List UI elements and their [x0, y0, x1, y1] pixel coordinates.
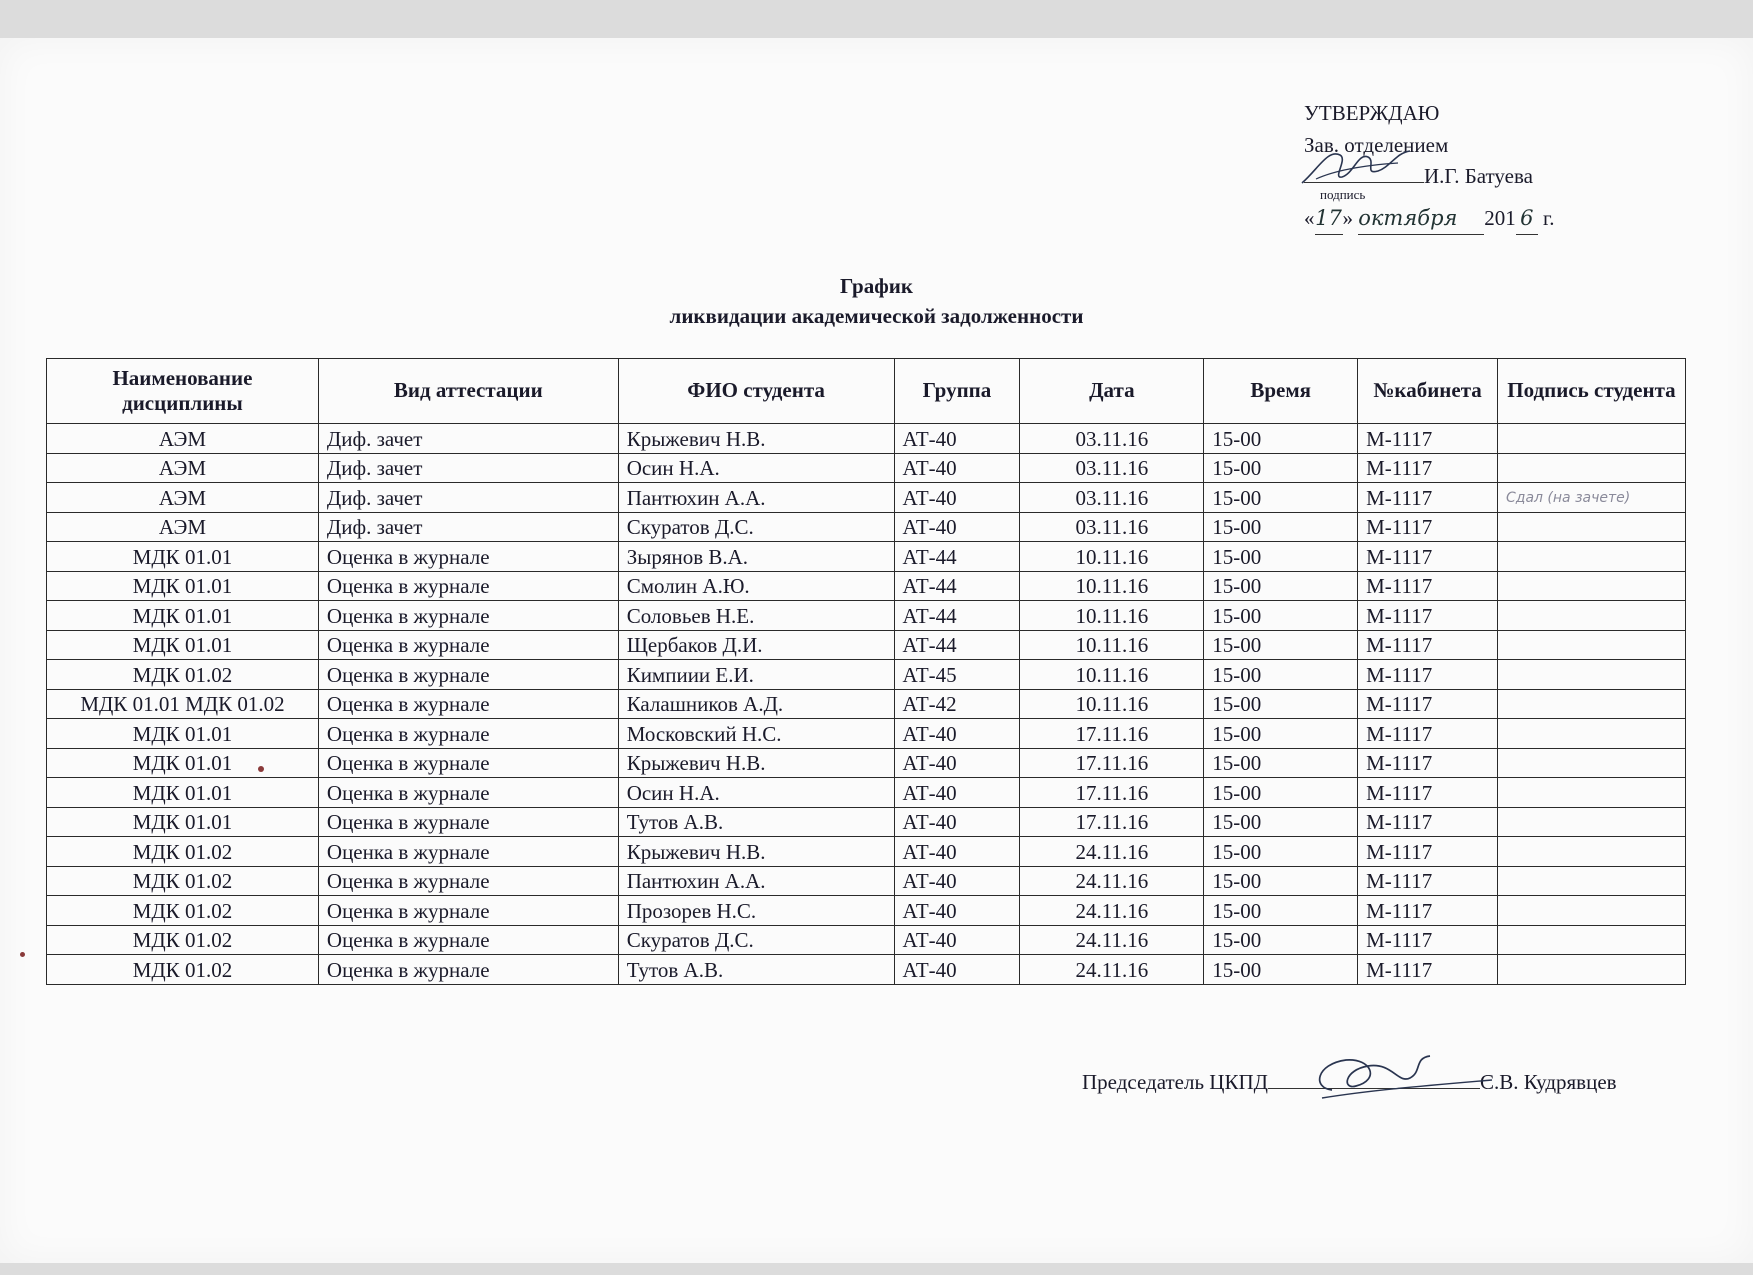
cell-type: Оценка в журнале	[318, 719, 618, 749]
table-row	[47, 571, 1686, 601]
table-row	[47, 896, 1686, 926]
table-row	[47, 778, 1686, 808]
cell-group: АТ-42	[894, 689, 1020, 719]
cell-signature	[1498, 807, 1686, 837]
cell-time: 15-00	[1204, 896, 1358, 926]
debt-schedule-table	[46, 358, 1686, 985]
table-row	[47, 866, 1686, 896]
cell-date: 10.11.16	[1020, 630, 1204, 660]
cell-discipline: АЭМ	[47, 453, 319, 483]
cell-discipline: МДК 01.01	[47, 778, 319, 808]
document-title	[0, 271, 1753, 332]
table-header-row	[47, 359, 1686, 424]
cell-room: М-1117	[1358, 689, 1498, 719]
cell-signature	[1498, 630, 1686, 660]
cell-student: Крыжевич Н.В.	[618, 424, 894, 454]
cell-room: М-1117	[1358, 542, 1498, 572]
header-type: Вид аттестации	[318, 359, 618, 424]
cell-time: 15-00	[1204, 807, 1358, 837]
header-date: Дата	[1020, 359, 1204, 424]
title-line-1: График	[840, 274, 913, 298]
cell-group: АТ-44	[894, 630, 1020, 660]
cell-signature	[1498, 512, 1686, 542]
cell-time: 15-00	[1204, 601, 1358, 631]
table-row	[47, 925, 1686, 955]
approval-position: Зав. отделением	[1304, 132, 1449, 157]
cell-date: 17.11.16	[1020, 719, 1204, 749]
cell-date: 24.11.16	[1020, 866, 1204, 896]
cell-student: Скуратов Д.С.	[618, 925, 894, 955]
cell-group: АТ-44	[894, 571, 1020, 601]
table-row	[47, 689, 1686, 719]
cell-date: 24.11.16	[1020, 925, 1204, 955]
table-row	[47, 837, 1686, 867]
table-row	[47, 483, 1686, 513]
cell-room: М-1117	[1358, 630, 1498, 660]
cell-signature	[1498, 542, 1686, 572]
cell-time: 15-00	[1204, 424, 1358, 454]
header-room: №кабинета	[1358, 359, 1498, 424]
cell-time: 15-00	[1204, 453, 1358, 483]
cell-signature	[1498, 837, 1686, 867]
cell-type: Оценка в журнале	[318, 601, 618, 631]
cell-time: 15-00	[1204, 748, 1358, 778]
cell-type: Оценка в журнале	[318, 660, 618, 690]
cell-student: Крыжевич Н.В.	[618, 837, 894, 867]
table-row	[47, 630, 1686, 660]
cell-date: 10.11.16	[1020, 660, 1204, 690]
cell-room: М-1117	[1358, 719, 1498, 749]
cell-group: АТ-40	[894, 512, 1020, 542]
cell-signature	[1498, 925, 1686, 955]
cell-time: 15-00	[1204, 689, 1358, 719]
header-signature: Подпись студента	[1498, 359, 1686, 424]
title-line-2: ликвидации академической задолженности	[669, 304, 1084, 329]
chairman-signature-block	[1082, 1070, 1617, 1095]
cell-group: АТ-45	[894, 660, 1020, 690]
cell-signature	[1498, 424, 1686, 454]
cell-date: 03.11.16	[1020, 483, 1204, 513]
cell-room: М-1117	[1358, 955, 1498, 985]
cell-type: Диф. зачет	[318, 424, 618, 454]
cell-signature	[1498, 719, 1686, 749]
cell-student: Калашников А.Д.	[618, 689, 894, 719]
cell-student: Соловьев Н.Е.	[618, 601, 894, 631]
cell-date: 17.11.16	[1020, 748, 1204, 778]
paper-speck	[258, 766, 264, 772]
cell-room: М-1117	[1358, 601, 1498, 631]
cell-group: АТ-40	[894, 807, 1020, 837]
cell-group: АТ-40	[894, 925, 1020, 955]
cell-group: АТ-40	[894, 748, 1020, 778]
cell-time: 15-00	[1204, 512, 1358, 542]
cell-time: 15-00	[1204, 719, 1358, 749]
cell-group: АТ-40	[894, 719, 1020, 749]
header-group: Группа	[894, 359, 1020, 424]
cell-discipline: МДК 01.01	[47, 807, 319, 837]
cell-student: Осин Н.А.	[618, 453, 894, 483]
cell-signature: Сдал (на зачете)	[1498, 483, 1686, 513]
cell-signature	[1498, 571, 1686, 601]
approval-sign-caption: подпись	[1320, 187, 1366, 202]
cell-discipline: МДК 01.01	[47, 630, 319, 660]
cell-student: Московский Н.С.	[618, 719, 894, 749]
cell-room: М-1117	[1358, 660, 1498, 690]
cell-discipline: МДК 01.02	[47, 896, 319, 926]
cell-signature	[1498, 601, 1686, 631]
cell-discipline: МДК 01.02	[47, 866, 319, 896]
cell-room: М-1117	[1358, 512, 1498, 542]
cell-group: АТ-40	[894, 424, 1020, 454]
cell-type: Оценка в журнале	[318, 807, 618, 837]
cell-date: 03.11.16	[1020, 453, 1204, 483]
cell-type: Оценка в журнале	[318, 896, 618, 926]
cell-signature	[1498, 896, 1686, 926]
cell-student: Прозорев Н.С.	[618, 896, 894, 926]
cell-type: Оценка в журнале	[318, 866, 618, 896]
cell-room: М-1117	[1358, 571, 1498, 601]
cell-time: 15-00	[1204, 542, 1358, 572]
cell-student: Тутов А.В.	[618, 955, 894, 985]
cell-discipline: АЭМ	[47, 483, 319, 513]
approval-heading: УТВЕРЖДАЮ	[1304, 101, 1440, 125]
approval-block	[1304, 98, 1555, 235]
table-row	[47, 601, 1686, 631]
cell-discipline: МДК 01.02	[47, 660, 319, 690]
cell-date: 24.11.16	[1020, 837, 1204, 867]
table-row	[47, 453, 1686, 483]
cell-type: Диф. зачет	[318, 453, 618, 483]
cell-signature	[1498, 689, 1686, 719]
cell-time: 15-00	[1204, 955, 1358, 985]
cell-type: Оценка в журнале	[318, 748, 618, 778]
cell-student: Зырянов В.А.	[618, 542, 894, 572]
cell-type: Оценка в журнале	[318, 689, 618, 719]
approval-day: 17	[1315, 203, 1343, 236]
cell-discipline: МДК 01.02	[47, 837, 319, 867]
cell-type: Оценка в журнале	[318, 571, 618, 601]
cell-signature	[1498, 778, 1686, 808]
cell-group: АТ-40	[894, 955, 1020, 985]
approval-signature-line	[1304, 161, 1555, 202]
cell-date: 10.11.16	[1020, 689, 1204, 719]
cell-time: 15-00	[1204, 630, 1358, 660]
cell-time: 15-00	[1204, 866, 1358, 896]
cell-signature	[1498, 748, 1686, 778]
cell-room: М-1117	[1358, 807, 1498, 837]
cell-type: Диф. зачет	[318, 512, 618, 542]
cell-room: М-1117	[1358, 424, 1498, 454]
cell-room: М-1117	[1358, 778, 1498, 808]
table-row	[47, 955, 1686, 985]
cell-student: Смолин А.Ю.	[618, 571, 894, 601]
cell-time: 15-00	[1204, 660, 1358, 690]
cell-type: Оценка в журнале	[318, 955, 618, 985]
cell-group: АТ-40	[894, 896, 1020, 926]
approval-signature	[1298, 139, 1418, 199]
cell-discipline: АЭМ	[47, 424, 319, 454]
header-time: Время	[1204, 359, 1358, 424]
cell-student: Тутов А.В.	[618, 807, 894, 837]
cell-date: 24.11.16	[1020, 955, 1204, 985]
cell-signature	[1498, 866, 1686, 896]
chairman-position: Председатель ЦКПД	[1082, 1070, 1268, 1094]
cell-time: 15-00	[1204, 778, 1358, 808]
cell-date: 10.11.16	[1020, 571, 1204, 601]
cell-student: Крыжевич Н.В.	[618, 748, 894, 778]
cell-room: М-1117	[1358, 866, 1498, 896]
cell-signature	[1498, 660, 1686, 690]
cell-group: АТ-40	[894, 866, 1020, 896]
cell-discipline: МДК 01.01	[47, 571, 319, 601]
cell-student: Пантюхин А.А.	[618, 866, 894, 896]
table-row	[47, 660, 1686, 690]
cell-room: М-1117	[1358, 453, 1498, 483]
header-student: ФИО студента	[618, 359, 894, 424]
cell-discipline: АЭМ	[47, 512, 319, 542]
cell-student: Кимпиии Е.И.	[618, 660, 894, 690]
cell-time: 15-00	[1204, 925, 1358, 955]
cell-type: Оценка в журнале	[318, 837, 618, 867]
cell-type: Оценка в журнале	[318, 630, 618, 660]
chairman-signature	[1302, 1050, 1502, 1106]
cell-discipline: МДК 01.01	[47, 748, 319, 778]
table-row	[47, 512, 1686, 542]
cell-time: 15-00	[1204, 483, 1358, 513]
cell-room: М-1117	[1358, 483, 1498, 513]
approval-name: И.Г. Батуева	[1424, 164, 1533, 188]
cell-group: АТ-40	[894, 483, 1020, 513]
cell-student: Щербаков Д.И.	[618, 630, 894, 660]
cell-discipline: МДК 01.01 МДК 01.02	[47, 689, 319, 719]
cell-date: 10.11.16	[1020, 542, 1204, 572]
paper-speck	[20, 952, 25, 957]
cell-student: Скуратов Д.С.	[618, 512, 894, 542]
cell-group: АТ-44	[894, 542, 1020, 572]
table-row	[47, 424, 1686, 454]
cell-room: М-1117	[1358, 896, 1498, 926]
cell-type: Оценка в журнале	[318, 542, 618, 572]
cell-date: 10.11.16	[1020, 601, 1204, 631]
cell-group: АТ-40	[894, 453, 1020, 483]
approval-year-prefix: 201	[1484, 205, 1516, 230]
cell-type: Диф. зачет	[318, 483, 618, 513]
approval-date: «17» октября 201 6 г.	[1304, 203, 1555, 236]
cell-discipline: МДК 01.01	[47, 719, 319, 749]
cell-type: Оценка в журнале	[318, 778, 618, 808]
cell-group: АТ-40	[894, 778, 1020, 808]
cell-room: М-1117	[1358, 925, 1498, 955]
cell-date: 03.11.16	[1020, 424, 1204, 454]
header-discipline: Наименование дисциплины	[47, 359, 319, 424]
cell-type: Оценка в журнале	[318, 925, 618, 955]
cell-discipline: МДК 01.02	[47, 925, 319, 955]
cell-discipline: МДК 01.02	[47, 955, 319, 985]
table-row	[47, 807, 1686, 837]
cell-discipline: МДК 01.01	[47, 601, 319, 631]
cell-date: 03.11.16	[1020, 512, 1204, 542]
approval-month: октября	[1358, 203, 1484, 236]
cell-time: 15-00	[1204, 837, 1358, 867]
approval-year-digit: 6	[1516, 203, 1538, 236]
cell-room: М-1117	[1358, 837, 1498, 867]
cell-group: АТ-44	[894, 601, 1020, 631]
cell-date: 24.11.16	[1020, 896, 1204, 926]
cell-room: М-1117	[1358, 748, 1498, 778]
table-row	[47, 542, 1686, 572]
cell-signature	[1498, 955, 1686, 985]
approval-year-suffix: г.	[1543, 205, 1555, 230]
table-row	[47, 719, 1686, 749]
cell-group: АТ-40	[894, 837, 1020, 867]
cell-date: 17.11.16	[1020, 807, 1204, 837]
table-row	[47, 748, 1686, 778]
cell-time: 15-00	[1204, 571, 1358, 601]
cell-discipline: МДК 01.01	[47, 542, 319, 572]
cell-student: Пантюхин А.А.	[618, 483, 894, 513]
cell-date: 17.11.16	[1020, 778, 1204, 808]
chairman-name: С.В. Кудрявцев	[1479, 1070, 1617, 1094]
cell-signature	[1498, 453, 1686, 483]
cell-student: Осин Н.А.	[618, 778, 894, 808]
